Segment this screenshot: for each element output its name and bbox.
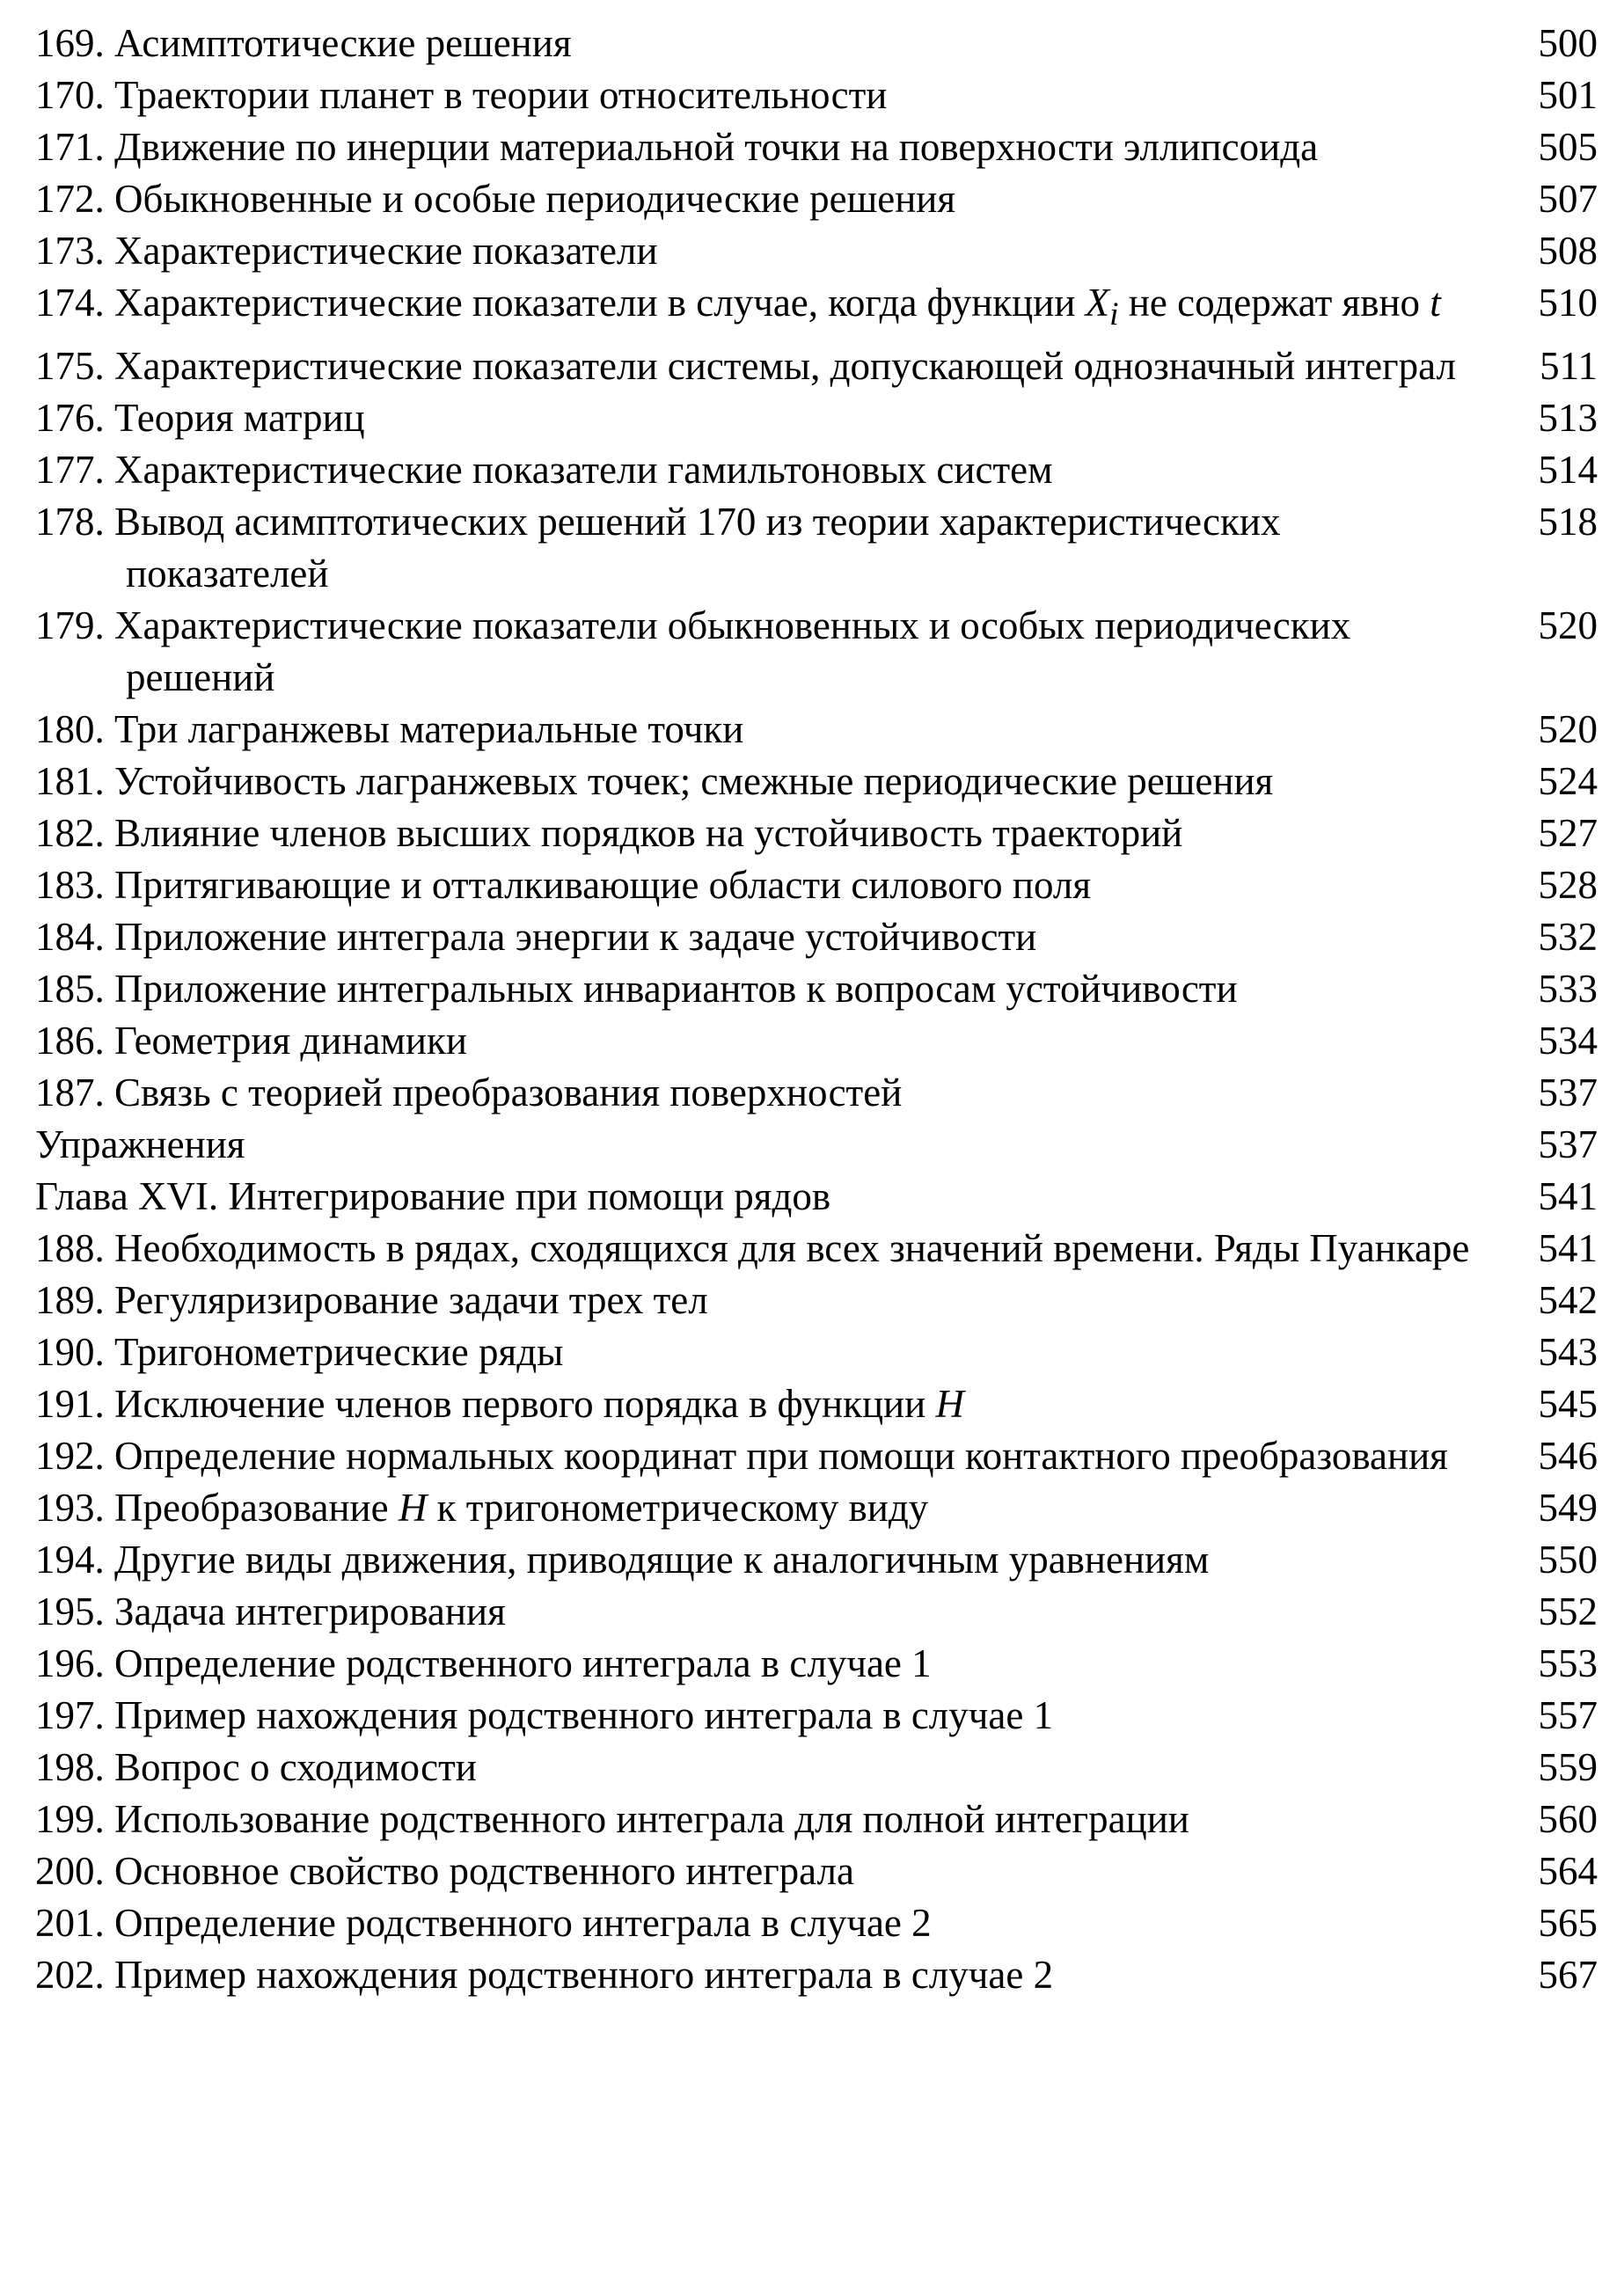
toc-entry-192[interactable] bbox=[35, 1430, 1598, 1482]
entry-number: 188. bbox=[35, 1226, 105, 1270]
entry-title: Использование родственного интеграла для полной интеграции bbox=[114, 1797, 1189, 1841]
entry-number: 170. bbox=[35, 73, 105, 117]
entry-title: Основное свойство родственного интеграла bbox=[114, 1849, 854, 1893]
entry-number: 200. bbox=[35, 1849, 105, 1893]
entry-number: 177. bbox=[35, 448, 105, 492]
entry-page: 564 bbox=[1538, 1849, 1598, 1893]
toc-entry-176[interactable] bbox=[35, 392, 1598, 444]
entry-page: 533 bbox=[1538, 967, 1598, 1011]
entry-title: Устойчивость лагранжевых точек; смежные периодические решения bbox=[114, 759, 1274, 803]
entry-title: Геометрия динамики bbox=[114, 1019, 467, 1063]
variable-subscript-i: i bbox=[1109, 296, 1119, 332]
entry-number: 178. bbox=[35, 500, 105, 544]
toc-entry-185[interactable] bbox=[35, 963, 1598, 1015]
entry-page: 520 bbox=[1538, 707, 1598, 751]
entry-number: 179. bbox=[35, 603, 105, 647]
toc-entry-184[interactable] bbox=[35, 911, 1598, 963]
toc-entry-173[interactable] bbox=[35, 225, 1598, 277]
entry-page: 505 bbox=[1538, 125, 1598, 169]
entry-title: Движение по инерции материальной точки на поверхности эллипсоида bbox=[114, 125, 1319, 169]
entry-number: 180. bbox=[35, 707, 105, 751]
entry-number: 190. bbox=[35, 1330, 105, 1374]
toc-entry-197[interactable] bbox=[35, 1690, 1598, 1742]
entry-title: Траектории планет в теории относительности bbox=[114, 73, 888, 117]
entry-title: Характеристические показатели гамильтоновых систем bbox=[114, 448, 1053, 492]
toc-entry-169[interactable] bbox=[35, 18, 1598, 69]
entry-title: Три лагранжевы материальные точки bbox=[114, 707, 744, 751]
entry-number: 184. bbox=[35, 915, 105, 959]
entry-title: Определение родственного интеграла в случае 1 bbox=[114, 1641, 932, 1685]
entry-title-part-b: к тригонометрическому виду bbox=[427, 1486, 929, 1530]
toc-entry-178[interactable] bbox=[35, 496, 1598, 600]
entry-number: 172. bbox=[35, 177, 105, 221]
entry-number: 169. bbox=[35, 21, 105, 65]
toc-entry-200[interactable] bbox=[35, 1845, 1598, 1897]
toc-entry-188[interactable] bbox=[35, 1223, 1598, 1275]
entry-title: Приложение интеграла энергии к задаче устойчивости bbox=[114, 915, 1037, 959]
entry-title: Теория матриц bbox=[114, 396, 365, 440]
toc-entry-186[interactable] bbox=[35, 1015, 1598, 1067]
entry-title: Характеристические показатели системы, допускающей однозначный интеграл bbox=[114, 344, 1456, 388]
entry-page: 513 bbox=[1538, 396, 1598, 440]
toc-entry-196[interactable] bbox=[35, 1638, 1598, 1690]
toc-entry-170[interactable] bbox=[35, 69, 1598, 121]
variable-t: t bbox=[1430, 281, 1441, 325]
toc-entry-189[interactable] bbox=[35, 1275, 1598, 1326]
entry-number: 199. bbox=[35, 1797, 105, 1841]
entry-title: Вопрос о сходимости bbox=[114, 1745, 477, 1789]
toc-entry-172[interactable] bbox=[35, 173, 1598, 225]
entry-number: 186. bbox=[35, 1019, 105, 1063]
toc-entry-195[interactable] bbox=[35, 1586, 1598, 1638]
toc-entry-193[interactable] bbox=[35, 1482, 1598, 1534]
entry-title: Связь с теорией преобразования поверхностей bbox=[114, 1071, 903, 1114]
variable-h: H bbox=[398, 1486, 428, 1530]
toc-entry-180[interactable] bbox=[35, 704, 1598, 756]
entry-number: 195. bbox=[35, 1589, 105, 1633]
entry-number: 191. bbox=[35, 1382, 105, 1426]
entry-number: 194. bbox=[35, 1538, 105, 1582]
entry-title: Приложение интегральных инвариантов к вопросам устойчивости bbox=[114, 967, 1238, 1011]
entry-number: 174. bbox=[35, 281, 105, 325]
variable-x: X bbox=[1085, 281, 1110, 325]
toc-entry-190[interactable] bbox=[35, 1326, 1598, 1378]
entry-page: 524 bbox=[1538, 759, 1598, 803]
entry-page: 565 bbox=[1538, 1901, 1598, 1945]
toc-entry-exercises[interactable] bbox=[35, 1119, 1598, 1171]
entry-number: 185. bbox=[35, 967, 105, 1011]
entry-number: 171. bbox=[35, 125, 105, 169]
entry-page: 549 bbox=[1538, 1486, 1598, 1530]
entry-page: 501 bbox=[1538, 73, 1598, 117]
entry-page: 537 bbox=[1538, 1122, 1598, 1166]
entry-number: 202. bbox=[35, 1953, 105, 1997]
entry-page: 559 bbox=[1538, 1745, 1598, 1789]
toc-entry-182[interactable] bbox=[35, 808, 1598, 859]
entry-page: 507 bbox=[1538, 177, 1598, 221]
entry-title-part-a: Преобразование bbox=[114, 1486, 399, 1530]
entry-title: Задача интегрирования bbox=[114, 1589, 506, 1633]
entry-title: Другие виды движения, приводящие к аналогичным уравнениям bbox=[114, 1538, 1210, 1582]
entry-page: 541 bbox=[1538, 1226, 1598, 1270]
entry-title: Тригонометрические ряды bbox=[114, 1330, 564, 1374]
entry-title: Характеристические показатели bbox=[114, 229, 658, 273]
entry-title: Регуляризирование задачи трех тел bbox=[114, 1278, 708, 1322]
entry-number: 198. bbox=[35, 1745, 105, 1789]
entry-title: Пример нахождения родственного интеграла в случае 2 bbox=[114, 1953, 1054, 1997]
toc-entry-179[interactable] bbox=[35, 600, 1598, 704]
entry-title-part-b: не содержат явно bbox=[1118, 281, 1430, 325]
entry-number: 201. bbox=[35, 1901, 105, 1945]
entry-page: 514 bbox=[1538, 448, 1598, 492]
entry-title-part-a: Исключение членов первого порядка в функции bbox=[114, 1382, 936, 1426]
entry-number: 189. bbox=[35, 1278, 105, 1322]
entry-title: Обыкновенные и особые периодические решения bbox=[114, 177, 956, 221]
entry-page: 520 bbox=[1538, 603, 1598, 647]
toc-chapter-heading[interactable] bbox=[35, 1171, 1598, 1223]
entry-title: Притягивающие и отталкивающие области силового поля bbox=[114, 863, 1092, 907]
entry-title: Пример нахождения родственного интеграла в случае 1 bbox=[114, 1693, 1054, 1737]
entry-number: 187. bbox=[35, 1071, 105, 1114]
entry-page: 532 bbox=[1538, 915, 1598, 959]
toc-entry-198[interactable] bbox=[35, 1742, 1598, 1794]
entry-number: 181. bbox=[35, 759, 105, 803]
entry-page: 545 bbox=[1538, 1382, 1598, 1426]
entry-page: 542 bbox=[1538, 1278, 1598, 1322]
toc-entry-199[interactable] bbox=[35, 1794, 1598, 1845]
entry-number: 175. bbox=[35, 344, 105, 388]
toc-entry-202[interactable] bbox=[35, 1949, 1598, 2001]
entry-title: Определение нормальных координат при помощи контактного преобразования bbox=[114, 1434, 1448, 1478]
toc-entry-187[interactable] bbox=[35, 1067, 1598, 1119]
entry-number: 193. bbox=[35, 1486, 105, 1530]
entry-title: Асимптотические решения bbox=[114, 21, 572, 65]
entry-page: 557 bbox=[1538, 1693, 1598, 1737]
entry-page: 508 bbox=[1538, 229, 1598, 273]
variable-h: H bbox=[935, 1382, 964, 1426]
chapter-title: Глава XVI. Интегрирование при помощи рядов bbox=[35, 1174, 831, 1218]
entry-page: 534 bbox=[1538, 1019, 1598, 1063]
entry-page: 550 bbox=[1538, 1538, 1598, 1582]
entry-page: 527 bbox=[1538, 811, 1598, 855]
entry-page: 553 bbox=[1538, 1641, 1598, 1685]
toc-entry-175[interactable] bbox=[35, 340, 1598, 392]
entry-page: 510 bbox=[1538, 281, 1598, 325]
entry-title: Вывод асимптотических решений 170 из теории характеристических показателей bbox=[114, 500, 1281, 596]
entry-page: 541 bbox=[1538, 1174, 1598, 1218]
entry-title-part-a: Характеристические показатели в случае, когда функции bbox=[114, 281, 1086, 325]
entry-title: Упражнения bbox=[35, 1122, 245, 1166]
toc-entry-177[interactable] bbox=[35, 444, 1598, 496]
toc-entry-201[interactable] bbox=[35, 1897, 1598, 1949]
entry-title: Определение родственного интеграла в случае 2 bbox=[114, 1901, 932, 1945]
entry-number: 192. bbox=[35, 1434, 105, 1478]
toc-entry-191[interactable] bbox=[35, 1378, 1598, 1430]
entry-number: 197. bbox=[35, 1693, 105, 1737]
entry-page: 528 bbox=[1538, 863, 1598, 907]
toc-entry-181[interactable] bbox=[35, 756, 1598, 808]
entry-page: 560 bbox=[1538, 1797, 1598, 1841]
entry-page: 543 bbox=[1538, 1330, 1598, 1374]
toc-entry-171[interactable] bbox=[35, 121, 1598, 173]
entry-page: 567 bbox=[1538, 1953, 1598, 1997]
toc-entry-194[interactable] bbox=[35, 1534, 1598, 1586]
entry-page: 511 bbox=[1540, 344, 1598, 388]
entry-page: 546 bbox=[1538, 1434, 1598, 1478]
entry-page: 537 bbox=[1538, 1071, 1598, 1114]
toc-entry-174[interactable] bbox=[35, 277, 1598, 340]
entry-number: 176. bbox=[35, 396, 105, 440]
entry-page: 552 bbox=[1538, 1589, 1598, 1633]
entry-number: 173. bbox=[35, 229, 105, 273]
entry-number: 196. bbox=[35, 1641, 105, 1685]
entry-title: Влияние членов высших порядков на устойчивость траекторий bbox=[114, 811, 1183, 855]
entry-number: 183. bbox=[35, 863, 105, 907]
table-of-contents bbox=[35, 18, 1598, 2001]
entry-page: 518 bbox=[1538, 500, 1598, 544]
entry-title: Необходимость в рядах, сходящихся для всех значений времени. Ряды Пуанкаре bbox=[114, 1226, 1470, 1270]
entry-number: 182. bbox=[35, 811, 105, 855]
entry-title: Характеристические показатели обыкновенных и особых периодических решений bbox=[114, 603, 1351, 699]
entry-page: 500 bbox=[1538, 21, 1598, 65]
toc-entry-183[interactable] bbox=[35, 859, 1598, 911]
